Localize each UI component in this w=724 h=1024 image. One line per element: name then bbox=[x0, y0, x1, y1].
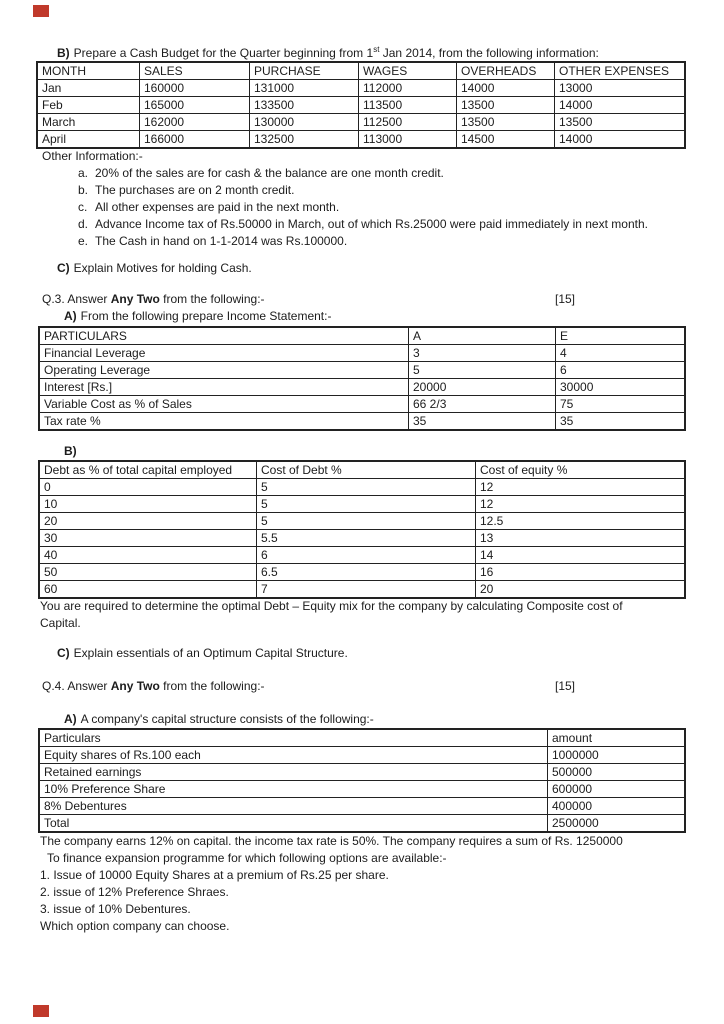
table-row bbox=[37, 97, 685, 114]
table-row bbox=[39, 345, 685, 362]
table-row bbox=[39, 581, 685, 599]
table-cell: 20 bbox=[476, 581, 686, 599]
table-cell: 166000 bbox=[140, 131, 250, 149]
table-row bbox=[39, 547, 685, 564]
table-cell: 160000 bbox=[140, 80, 250, 97]
list-marker: d. bbox=[78, 217, 89, 231]
list-item bbox=[78, 233, 648, 250]
table-cell: 5 bbox=[409, 362, 556, 379]
table-cell: 132500 bbox=[250, 131, 359, 149]
table-cell: 5 bbox=[257, 513, 476, 530]
table-cell: 165000 bbox=[140, 97, 250, 114]
table-cell: March bbox=[37, 114, 140, 131]
q3-prefix: Q.3. Answer bbox=[42, 292, 111, 306]
q3-c-heading bbox=[57, 646, 348, 660]
superscript-st: st bbox=[373, 45, 380, 54]
list-marker: e. bbox=[78, 234, 89, 248]
table-cell: 13500 bbox=[457, 114, 555, 131]
table-cell: 10 bbox=[39, 496, 257, 513]
q3-a-heading bbox=[64, 309, 331, 323]
section-c-text: Explain Motives for holding Cash. bbox=[73, 261, 252, 275]
table-cell: 162000 bbox=[140, 114, 250, 131]
table-row bbox=[39, 362, 685, 379]
table-cell: 13500 bbox=[555, 114, 686, 131]
table-cell: 5.5 bbox=[257, 530, 476, 547]
table-row bbox=[39, 413, 685, 431]
table-row bbox=[39, 396, 685, 413]
column-header: OTHER EXPENSES bbox=[555, 62, 686, 80]
q4-a-heading bbox=[64, 712, 374, 726]
note-line-option-3: 3. issue of 10% Debentures. bbox=[40, 902, 191, 916]
table-cell: 5 bbox=[257, 479, 476, 496]
q3-a-label: A) bbox=[64, 309, 77, 323]
table-cell: 20000 bbox=[409, 379, 556, 396]
table-cell: 13 bbox=[476, 530, 686, 547]
note-line-option-1: 1. Issue of 10000 Equity Shares at a premium of Rs.25 per share. bbox=[40, 868, 389, 882]
list-item-text: All other expenses are paid in the next month. bbox=[95, 200, 340, 214]
table-cell: Variable Cost as % of Sales bbox=[39, 396, 409, 413]
table-cell: 112500 bbox=[359, 114, 457, 131]
table-cell: 35 bbox=[556, 413, 686, 431]
table-cell: 40 bbox=[39, 547, 257, 564]
table-cell: 3 bbox=[409, 345, 556, 362]
table-cell: 7 bbox=[257, 581, 476, 599]
q4-emphasis: Any Two bbox=[110, 679, 160, 693]
income-statement-table bbox=[38, 326, 686, 431]
table-cell: 50 bbox=[39, 564, 257, 581]
table-cell: 14 bbox=[476, 547, 686, 564]
table-header-row bbox=[39, 729, 685, 747]
q4-suffix: from the following:- bbox=[159, 679, 265, 693]
table-cell: 500000 bbox=[548, 764, 686, 781]
table-cell: 30 bbox=[39, 530, 257, 547]
note-line: The company earns 12% on capital. the income tax rate is 50%. The company requires a sum of Rs. 1250000 bbox=[40, 834, 623, 848]
table-cell: 6.5 bbox=[257, 564, 476, 581]
question-3-heading bbox=[42, 292, 265, 306]
table-row bbox=[39, 479, 685, 496]
table-row bbox=[39, 815, 685, 833]
table-cell: 12.5 bbox=[476, 513, 686, 530]
table-cell: 0 bbox=[39, 479, 257, 496]
note-line-option-2: 2. issue of 12% Preference Shraes. bbox=[40, 885, 229, 899]
q4-marks-badge: [15] bbox=[555, 679, 576, 693]
table-cell: 5 bbox=[257, 496, 476, 513]
table-cell: 66 2/3 bbox=[409, 396, 556, 413]
table-cell: Feb bbox=[37, 97, 140, 114]
table-cell: Interest [Rs.] bbox=[39, 379, 409, 396]
other-information-title: Other Information:- bbox=[42, 149, 143, 163]
table-cell: 600000 bbox=[548, 781, 686, 798]
table-cell: 1000000 bbox=[548, 747, 686, 764]
list-item-text: The Cash in hand on 1-1-2014 was Rs.100000. bbox=[95, 234, 348, 248]
q4-prefix: Q.4. Answer bbox=[42, 679, 111, 693]
column-header: A bbox=[409, 327, 556, 345]
table-cell: 75 bbox=[556, 396, 686, 413]
table-cell: 14500 bbox=[457, 131, 555, 149]
table-cell: Operating Leverage bbox=[39, 362, 409, 379]
other-information-list bbox=[78, 165, 648, 250]
column-header: OVERHEADS bbox=[457, 62, 555, 80]
table-cell: 10% Preference Share bbox=[39, 781, 548, 798]
column-header: Debt as % of total capital employed bbox=[39, 461, 257, 479]
table-row bbox=[39, 530, 685, 547]
list-item bbox=[78, 199, 648, 216]
table-cell: 20 bbox=[39, 513, 257, 530]
table-cell: April bbox=[37, 131, 140, 149]
q4-a-text: A company's capital structure consists of the following:- bbox=[80, 712, 374, 726]
table-header-row bbox=[37, 62, 685, 80]
debt-equity-table bbox=[38, 460, 686, 599]
list-item bbox=[78, 216, 648, 233]
column-header: PARTICULARS bbox=[39, 327, 409, 345]
q4-a-label: A) bbox=[64, 712, 77, 726]
table-cell: 13000 bbox=[555, 80, 686, 97]
table-cell: Financial Leverage bbox=[39, 345, 409, 362]
table-row bbox=[37, 80, 685, 97]
table-cell: Equity shares of Rs.100 each bbox=[39, 747, 548, 764]
column-header: E bbox=[556, 327, 686, 345]
list-marker: b. bbox=[78, 183, 89, 197]
red-page-marker-bottom bbox=[33, 1005, 49, 1017]
table-row bbox=[39, 764, 685, 781]
table-cell: 14000 bbox=[555, 97, 686, 114]
table-cell: 113000 bbox=[359, 131, 457, 149]
section-b-heading bbox=[57, 45, 599, 60]
section-c-label: C) bbox=[57, 261, 70, 275]
note-line: To finance expansion programme for which following options are available:- bbox=[47, 851, 447, 865]
table-cell: 130000 bbox=[250, 114, 359, 131]
table-cell: 133500 bbox=[250, 97, 359, 114]
section-b-title-rest: Jan 2014, from the following information: bbox=[379, 46, 599, 60]
table-cell: Tax rate % bbox=[39, 413, 409, 431]
section-b-label: B) bbox=[57, 46, 70, 60]
table-row bbox=[39, 564, 685, 581]
table-row bbox=[39, 781, 685, 798]
table-cell: 16 bbox=[476, 564, 686, 581]
q3-a-text: From the following prepare Income Statement:- bbox=[80, 309, 332, 323]
table-row bbox=[39, 513, 685, 530]
table-cell: 2500000 bbox=[548, 815, 686, 833]
table-cell: 14000 bbox=[555, 131, 686, 149]
column-header: WAGES bbox=[359, 62, 457, 80]
section-b-title: Prepare a Cash Budget for the Quarter beginning from 1 bbox=[73, 46, 374, 60]
table-header-row bbox=[39, 327, 685, 345]
table-cell: Retained earnings bbox=[39, 764, 548, 781]
list-item-text: The purchases are on 2 month credit. bbox=[95, 183, 295, 197]
table-cell: Total bbox=[39, 815, 548, 833]
list-item-text: Advance Income tax of Rs.50000 in March, out of which Rs.25000 were paid immediately in next month. bbox=[95, 217, 648, 231]
capital-structure-table bbox=[38, 728, 686, 833]
table-cell: 6 bbox=[556, 362, 686, 379]
q3-b-note: You are required to determine the optimal Debt – Equity mix for the company by calculating Composite cost of Capital. bbox=[40, 599, 623, 630]
table-header-row bbox=[39, 461, 685, 479]
table-row bbox=[37, 131, 685, 149]
table-cell: 6 bbox=[257, 547, 476, 564]
column-header: Particulars bbox=[39, 729, 548, 747]
column-header: Cost of equity % bbox=[476, 461, 686, 479]
q3-marks-badge: [15] bbox=[555, 292, 576, 306]
question-4-heading bbox=[42, 679, 265, 693]
table-row bbox=[39, 379, 685, 396]
section-c-motives bbox=[57, 261, 252, 275]
table-cell: 8% Debentures bbox=[39, 798, 548, 815]
q4-notes bbox=[40, 833, 623, 935]
table-row bbox=[39, 496, 685, 513]
table-cell: 30000 bbox=[556, 379, 686, 396]
table-cell: 14000 bbox=[457, 80, 555, 97]
q3-b-heading bbox=[64, 444, 81, 458]
cash-budget-table bbox=[36, 61, 686, 149]
list-item bbox=[78, 165, 648, 182]
list-item bbox=[78, 182, 648, 199]
column-header: amount bbox=[548, 729, 686, 747]
list-item-text: 20% of the sales are for cash & the balance are one month credit. bbox=[95, 166, 444, 180]
column-header: MONTH bbox=[37, 62, 140, 80]
table-cell: 131000 bbox=[250, 80, 359, 97]
list-marker: a. bbox=[78, 166, 89, 180]
table-cell: 400000 bbox=[548, 798, 686, 815]
q3-c-label: C) bbox=[57, 646, 70, 660]
column-header: PURCHASE bbox=[250, 62, 359, 80]
q3-emphasis: Any Two bbox=[110, 292, 160, 306]
q3-b-label: B) bbox=[64, 444, 77, 458]
table-cell: 4 bbox=[556, 345, 686, 362]
table-cell: 12 bbox=[476, 496, 686, 513]
q3-suffix: from the following:- bbox=[159, 292, 265, 306]
table-row bbox=[39, 798, 685, 815]
note-line-question: Which option company can choose. bbox=[40, 919, 230, 933]
table-cell: 12 bbox=[476, 479, 686, 496]
column-header: Cost of Debt % bbox=[257, 461, 476, 479]
table-cell: 13500 bbox=[457, 97, 555, 114]
q3-c-text: Explain essentials of an Optimum Capital Structure. bbox=[73, 646, 348, 660]
table-cell: 60 bbox=[39, 581, 257, 599]
red-page-marker-top bbox=[33, 5, 49, 17]
table-cell: 113500 bbox=[359, 97, 457, 114]
column-header: SALES bbox=[140, 62, 250, 80]
table-cell: 112000 bbox=[359, 80, 457, 97]
table-cell: Jan bbox=[37, 80, 140, 97]
table-cell: 35 bbox=[409, 413, 556, 431]
list-marker: c. bbox=[78, 200, 88, 214]
table-row bbox=[37, 114, 685, 131]
table-row bbox=[39, 747, 685, 764]
